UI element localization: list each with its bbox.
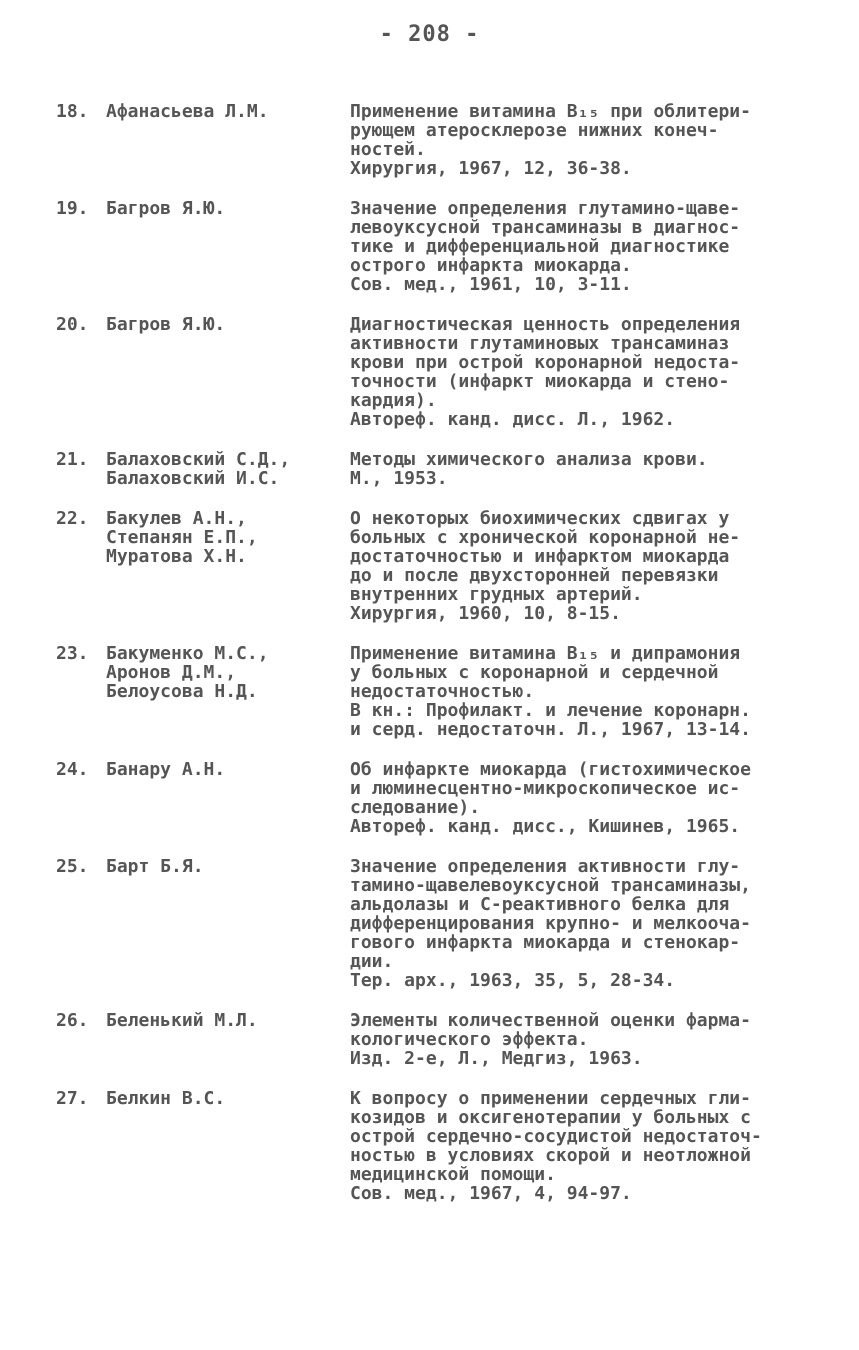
- citation-line: больных с хронической коронарной не-: [350, 527, 741, 548]
- entry-authors: [106, 450, 346, 488]
- author-name: Степанян Е.П.,: [106, 527, 258, 548]
- entry-number: 18.: [56, 101, 89, 122]
- author-name: Белкин В.С.: [106, 1088, 226, 1109]
- entry-number: 27.: [56, 1088, 89, 1109]
- bibliography-entry: [0, 509, 859, 623]
- citation-line: и люминесцентно-микроскопическое ис-: [350, 778, 741, 799]
- entry-citation: [350, 450, 820, 488]
- citation-line: В кн.: Профилакт. и лечение коронарн.: [350, 700, 751, 721]
- author-name: Барт Б.Я.: [106, 856, 204, 877]
- citation-line: Элементы количественной оценки фарма-: [350, 1010, 751, 1031]
- citation-line: Применение витамина B₁₅ и дипрамония: [350, 643, 741, 664]
- citation-line: О некоторых биохимических сдвигах у: [350, 508, 730, 529]
- entry-citation: [350, 102, 820, 178]
- entry-number: 26.: [56, 1010, 89, 1031]
- citation-line: альдолазы и С-реактивного белка для: [350, 894, 730, 915]
- author-name: Балаховский С.Д.,: [106, 449, 291, 470]
- page-number: - 208 -: [379, 22, 480, 47]
- author-name: Белоусова Н.Д.: [106, 681, 258, 702]
- bibliography-entry: [0, 760, 859, 836]
- citation-line: рующем атеросклерозе нижних конеч-: [350, 120, 719, 141]
- entry-citation: [350, 199, 820, 294]
- citation-line: К вопросу о применении сердечных гли-: [350, 1088, 751, 1109]
- citation-line: Сов. мед., 1961, 10, 3-11.: [350, 274, 632, 295]
- citation-line: дии.: [350, 951, 394, 972]
- entry-number: 25.: [56, 856, 89, 877]
- author-name: Бакуменко М.С.,: [106, 643, 269, 664]
- author-name: Афанасьева Л.М.: [106, 101, 269, 122]
- citation-line: активности глутаминовых трансаминаз: [350, 333, 730, 354]
- entry-citation: [350, 1011, 820, 1068]
- bibliography-entry: [0, 199, 859, 294]
- citation-line: точности (инфаркт миокарда и стено-: [350, 371, 730, 392]
- citation-line: внутренних грудных артерий.: [350, 584, 643, 605]
- author-name: Бакулев А.Н.,: [106, 508, 247, 529]
- citation-line: Об инфаркте миокарда (гистохимическое: [350, 759, 751, 780]
- citation-line: Хирургия, 1967, 12, 36-38.: [350, 158, 632, 179]
- citation-line: Применение витамина B₁₅ при облитери-: [350, 101, 751, 122]
- bibliography-list: [0, 102, 859, 1224]
- entry-authors: [106, 102, 346, 121]
- citation-line: тике и дифференциальной диагностике: [350, 236, 730, 257]
- author-name: Банару А.Н.: [106, 759, 226, 780]
- author-name: Муратова Х.Н.: [106, 546, 247, 567]
- citation-line: М., 1953.: [350, 468, 448, 489]
- entry-authors: [106, 1011, 346, 1030]
- entry-citation: [350, 315, 820, 429]
- bibliography-entry: [0, 1011, 859, 1068]
- author-name: Беленький М.Л.: [106, 1010, 258, 1031]
- citation-line: недостаточностью.: [350, 681, 535, 702]
- entry-number: 20.: [56, 314, 89, 335]
- citation-line: Диагностическая ценность определения: [350, 314, 741, 335]
- author-name: Багров Я.Ю.: [106, 198, 226, 219]
- bibliography-entry: [0, 1089, 859, 1203]
- citation-line: Значение определения глутамино-щаве-: [350, 198, 741, 219]
- bibliography-entry: [0, 644, 859, 739]
- bibliography-entry: [0, 450, 859, 488]
- entry-authors: [106, 644, 346, 701]
- bibliography-entry: [0, 315, 859, 429]
- author-name: Балаховский И.С.: [106, 468, 280, 489]
- citation-line: Автореф. канд. дисс., Кишинев, 1965.: [350, 816, 741, 837]
- author-name: Аронов Д.М.,: [106, 662, 237, 683]
- entry-authors: [106, 315, 346, 334]
- citation-line: Хирургия, 1960, 10, 8-15.: [350, 603, 621, 624]
- entry-citation: [350, 760, 820, 836]
- author-name: Багров Я.Ю.: [106, 314, 226, 335]
- entry-citation: [350, 857, 820, 990]
- citation-line: острого инфаркта миокарда.: [350, 255, 632, 276]
- citation-line: крови при острой коронарной недоста-: [350, 352, 741, 373]
- entry-number: 24.: [56, 759, 89, 780]
- citation-line: Изд. 2-е, Л., Медгиз, 1963.: [350, 1048, 643, 1069]
- citation-line: кологического эффекта.: [350, 1029, 589, 1050]
- entry-authors: [106, 857, 346, 876]
- citation-line: у больных с коронарной и сердечной: [350, 662, 719, 683]
- bibliography-entry: [0, 102, 859, 178]
- citation-line: Сов. мед., 1967, 4, 94-97.: [350, 1183, 632, 1204]
- entry-number: 22.: [56, 508, 89, 529]
- bibliography-entry: [0, 857, 859, 990]
- citation-line: ностью в условиях скорой и неотложной: [350, 1145, 751, 1166]
- citation-line: Значение определения активности глу-: [350, 856, 741, 877]
- citation-line: до и после двухсторонней перевязки: [350, 565, 719, 586]
- citation-line: достаточностью и инфарктом миокарда: [350, 546, 730, 567]
- citation-line: козидов и оксигенотерапии у больных с: [350, 1107, 751, 1128]
- citation-line: левоуксусной трансаминазы в диагнос-: [350, 217, 741, 238]
- citation-line: и серд. недостаточн. Л., 1967, 13-14.: [350, 719, 751, 740]
- entry-number: 19.: [56, 198, 89, 219]
- citation-line: следование).: [350, 797, 481, 818]
- citation-line: острой сердечно-сосудистой недостаточ-: [350, 1126, 762, 1147]
- entry-citation: [350, 509, 820, 623]
- entry-authors: [106, 509, 346, 566]
- citation-line: Тер. арх., 1963, 35, 5, 28-34.: [350, 970, 676, 991]
- citation-line: кардия).: [350, 390, 437, 411]
- entry-citation: [350, 1089, 820, 1203]
- citation-line: гового инфаркта миокарда и стенокар-: [350, 932, 741, 953]
- citation-line: Методы химического анализа крови.: [350, 449, 708, 470]
- entry-number: 21.: [56, 449, 89, 470]
- citation-line: ностей.: [350, 139, 426, 160]
- entry-number: 23.: [56, 643, 89, 664]
- entry-authors: [106, 1089, 346, 1108]
- citation-line: Автореф. канд. дисс. Л., 1962.: [350, 409, 676, 430]
- citation-line: дифференцирования крупно- и мелкоочa-: [350, 913, 751, 934]
- entry-authors: [106, 760, 346, 779]
- citation-line: тамино-щавелевоуксусной трансаминазы,: [350, 875, 751, 896]
- entry-citation: [350, 644, 820, 739]
- citation-line: медицинской помощи.: [350, 1164, 556, 1185]
- entry-authors: [106, 199, 346, 218]
